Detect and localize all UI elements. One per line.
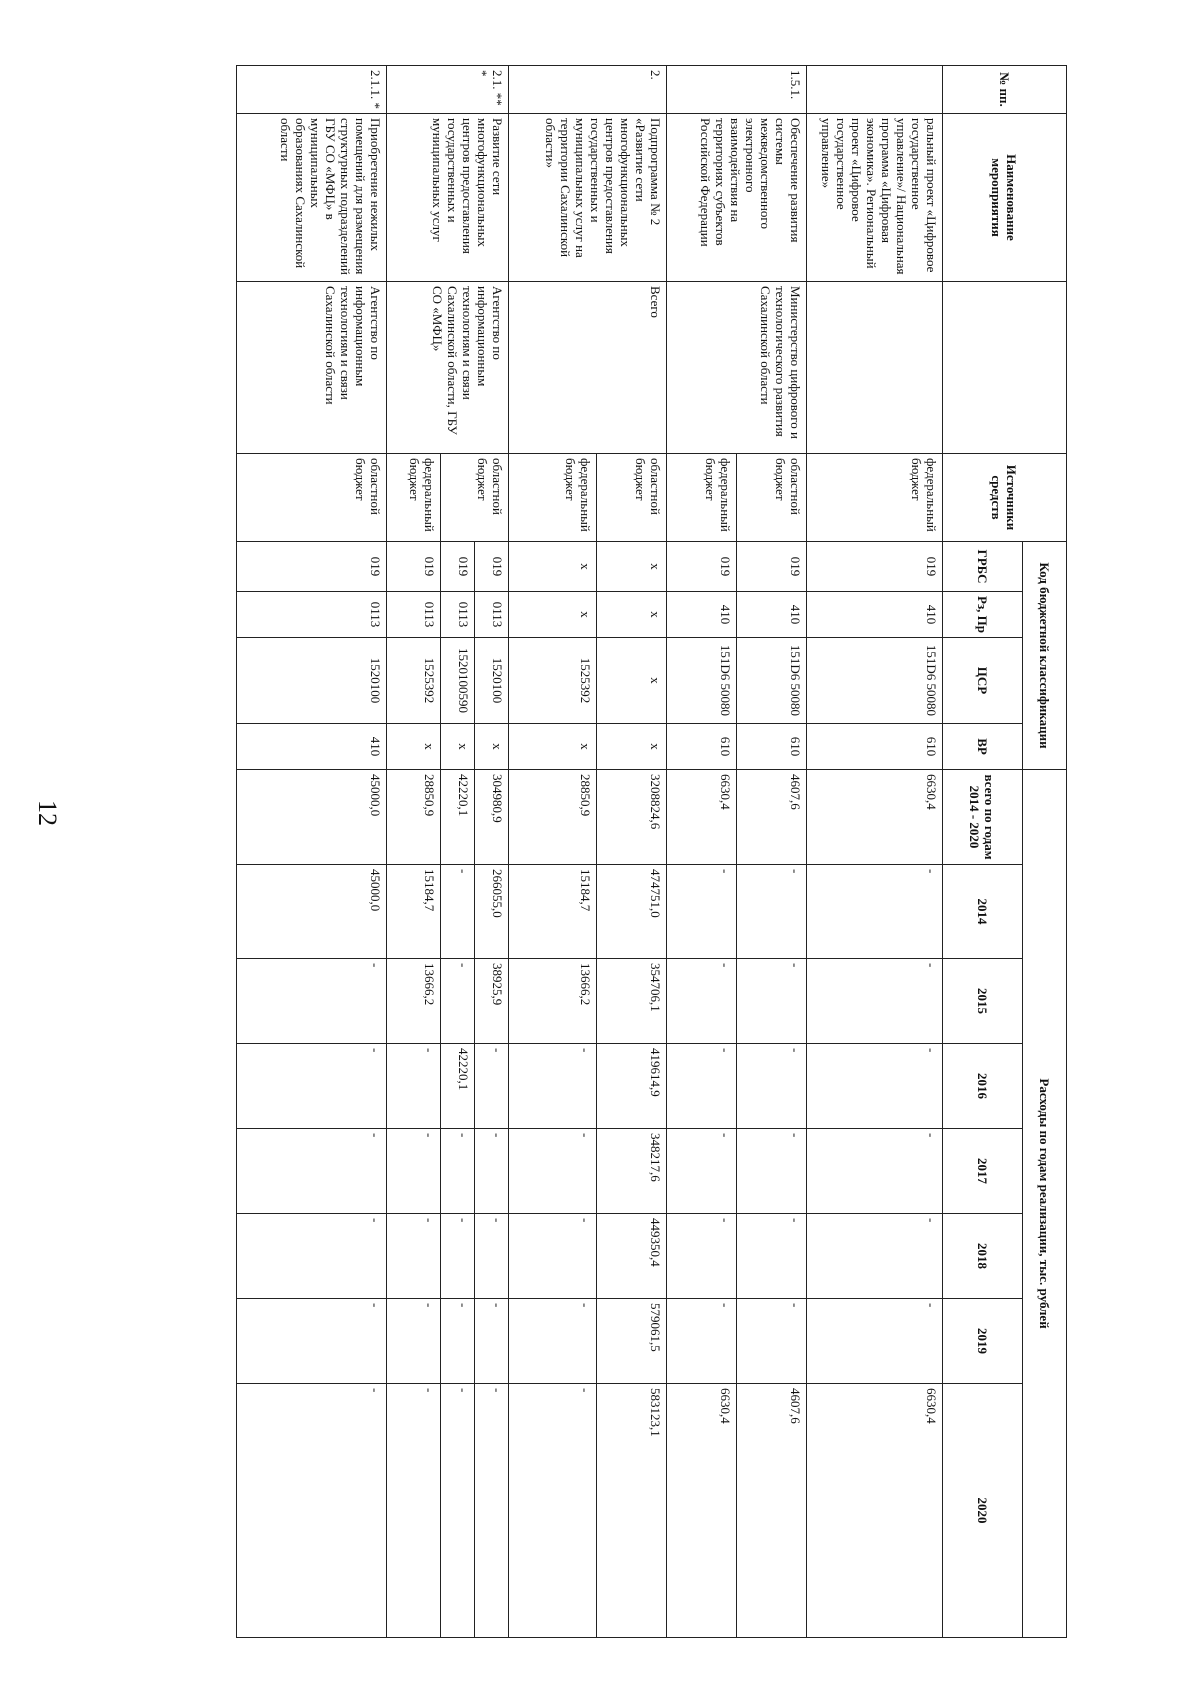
cell-year-2017: - xyxy=(475,1129,509,1214)
cell-year-2020: 6630,4 xyxy=(807,1384,943,1638)
row-name: Подпрограмма № 2 «Развитие сети многофункциональных центров предоставления государственных и муниципальных услуг на территории Сахалинской области» xyxy=(509,114,667,282)
row-number: 2.1.1. * xyxy=(237,66,387,114)
cell-grbs: х xyxy=(509,542,597,592)
cell-year-2016: - xyxy=(475,1044,509,1129)
cell-year-2017: - xyxy=(807,1129,943,1214)
cell-vr: 610 xyxy=(737,724,807,770)
cell-year-2020: 583123,1 xyxy=(597,1384,667,1638)
cell-total: 304980,9 xyxy=(475,770,509,865)
row-name: ральный проект «Цифровое государственное управление»/ Национальная программа «Цифровая экономика». Региональный проект «Цифровое государственное управление» xyxy=(807,114,943,282)
header-code-group: Код бюджетной классификации xyxy=(1023,542,1067,770)
cell-year-2017: 348217,6 xyxy=(597,1129,667,1214)
budget-table xyxy=(236,65,1067,1638)
row-name: Приобретение нежилых помещений для размещения структурных подразделений ГБУ СО «МФЦ» в муниципальных образованиях Сахалинской области xyxy=(237,114,387,282)
cell-year-2015: 354706,1 xyxy=(597,959,667,1044)
cell-year-2020: 4607,6 xyxy=(737,1384,807,1638)
row-executor: Всего xyxy=(509,282,667,454)
row-source: областной бюджет xyxy=(441,454,509,542)
cell-year-2015: - xyxy=(667,959,737,1044)
row-source: федеральный бюджет xyxy=(667,454,737,542)
header-year-2014: 2014 xyxy=(943,865,1023,959)
cell-csr: 1525392 xyxy=(509,638,597,724)
cell-grbs: 019 xyxy=(237,542,387,592)
cell-year-2016: - xyxy=(737,1044,807,1129)
header-total: всего по годам 2014 - 2020 xyxy=(943,770,1023,865)
cell-year-2018: - xyxy=(475,1214,509,1299)
cell-year-2017: - xyxy=(737,1129,807,1214)
row-source: федеральный бюджет xyxy=(509,454,597,542)
cell-grbs: 019 xyxy=(475,542,509,592)
row-source: федеральный бюджет xyxy=(807,454,943,542)
cell-csr: 1520100 xyxy=(475,638,509,724)
cell-year-2015: - xyxy=(737,959,807,1044)
table-body xyxy=(237,66,943,1638)
cell-year-2019: - xyxy=(737,1299,807,1384)
rotated-table-container xyxy=(123,65,1067,1637)
cell-rzpr: х xyxy=(509,592,597,638)
cell-year-2016: - xyxy=(387,1044,441,1129)
cell-year-2019: - xyxy=(667,1299,737,1384)
cell-year-2018: - xyxy=(509,1214,597,1299)
cell-year-2016: - xyxy=(509,1044,597,1129)
cell-total: 42220,1 xyxy=(441,770,475,865)
cell-year-2017: - xyxy=(237,1129,387,1214)
cell-year-2015: - xyxy=(441,959,475,1044)
header-source: Источники средств xyxy=(943,454,1067,542)
row-source: областной бюджет xyxy=(597,454,667,542)
table-row xyxy=(237,66,387,1638)
cell-year-2019: - xyxy=(387,1299,441,1384)
header-csr: ЦСР xyxy=(943,638,1023,724)
cell-year-2014: 15184,7 xyxy=(509,865,597,959)
cell-rzpr: х xyxy=(597,592,667,638)
row-executor xyxy=(807,282,943,454)
cell-year-2014: 266055,0 xyxy=(475,865,509,959)
cell-year-2016: 42220,1 xyxy=(441,1044,475,1129)
header-year-2017: 2017 xyxy=(943,1129,1023,1214)
cell-year-2018: - xyxy=(441,1214,475,1299)
header-year-2019: 2019 xyxy=(943,1299,1023,1384)
header-year-2018: 2018 xyxy=(943,1214,1023,1299)
row-source: областной бюджет xyxy=(237,454,387,542)
cell-year-2020: 6630,4 xyxy=(667,1384,737,1638)
cell-rzpr: 410 xyxy=(807,592,943,638)
row-executor: Агентство по информационным технологиям и связи Сахалинской области xyxy=(237,282,387,454)
cell-year-2019: - xyxy=(237,1299,387,1384)
cell-year-2018: - xyxy=(737,1214,807,1299)
cell-year-2017: - xyxy=(509,1129,597,1214)
cell-year-2017: - xyxy=(387,1129,441,1214)
row-number: 2.1. ** * xyxy=(387,66,509,114)
cell-year-2019: - xyxy=(475,1299,509,1384)
cell-year-2015: 13666,2 xyxy=(387,959,441,1044)
row-number: 2. xyxy=(509,66,667,114)
cell-total: 3208824,6 xyxy=(597,770,667,865)
cell-vr: х xyxy=(441,724,475,770)
cell-csr: х xyxy=(597,638,667,724)
cell-rzpr: 0113 xyxy=(387,592,441,638)
cell-year-2018: - xyxy=(807,1214,943,1299)
row-name: Обеспечение развития системы межведомственного электронного взаимодействия на территориях субъектов Российской Федерации xyxy=(667,114,807,282)
cell-year-2014: 474751,0 xyxy=(597,865,667,959)
cell-year-2017: - xyxy=(667,1129,737,1214)
cell-total: 6630,4 xyxy=(667,770,737,865)
cell-year-2016: - xyxy=(807,1044,943,1129)
cell-year-2018: - xyxy=(387,1214,441,1299)
cell-csr: 151D6 50080 xyxy=(737,638,807,724)
cell-year-2019: 579061,5 xyxy=(597,1299,667,1384)
cell-grbs: 019 xyxy=(737,542,807,592)
cell-csr: 1520100 xyxy=(237,638,387,724)
row-number: 1.5.1. xyxy=(667,66,807,114)
cell-year-2020: - xyxy=(441,1384,475,1638)
cell-year-2016: 419614,9 xyxy=(597,1044,667,1129)
cell-vr: 410 xyxy=(237,724,387,770)
cell-csr: 1520100590 xyxy=(441,638,475,724)
cell-vr: 610 xyxy=(807,724,943,770)
cell-grbs: 019 xyxy=(387,542,441,592)
cell-year-2014: - xyxy=(807,865,943,959)
cell-year-2018: - xyxy=(667,1214,737,1299)
table-row xyxy=(737,66,807,1638)
header-expenses-group: Расходы по годам реализации, тыс. рублей xyxy=(1023,770,1067,1638)
cell-year-2018: 449350,4 xyxy=(597,1214,667,1299)
header-name: Наименование мероприятия xyxy=(943,114,1067,282)
cell-year-2020: - xyxy=(387,1384,441,1638)
cell-year-2015: 38925,9 xyxy=(475,959,509,1044)
cell-total: 45000,0 xyxy=(237,770,387,865)
page-number: 12 xyxy=(33,800,62,826)
cell-csr: 151D6 50080 xyxy=(807,638,943,724)
cell-vr: 610 xyxy=(667,724,737,770)
row-number xyxy=(807,66,943,114)
table-row xyxy=(475,66,509,1638)
header-row-1 xyxy=(1023,66,1067,1638)
row-name: Развитие сети многофункциональных центров предоставления государственных и муниципальных услуг xyxy=(387,114,509,282)
cell-rzpr: 410 xyxy=(737,592,807,638)
cell-year-2014: 45000,0 xyxy=(237,865,387,959)
cell-year-2019: - xyxy=(509,1299,597,1384)
cell-rzpr: 0113 xyxy=(441,592,475,638)
cell-year-2020: - xyxy=(509,1384,597,1638)
cell-year-2016: - xyxy=(237,1044,387,1129)
header-year-2016: 2016 xyxy=(943,1044,1023,1129)
cell-year-2014: - xyxy=(737,865,807,959)
cell-grbs: 019 xyxy=(441,542,475,592)
cell-year-2014: - xyxy=(441,865,475,959)
cell-grbs: 019 xyxy=(807,542,943,592)
cell-grbs: х xyxy=(597,542,667,592)
cell-grbs: 019 xyxy=(667,542,737,592)
header-vr: ВР xyxy=(943,724,1023,770)
cell-total: 4607,6 xyxy=(737,770,807,865)
cell-year-2015: - xyxy=(237,959,387,1044)
table-row xyxy=(807,66,943,1638)
header-year-2020: 2020 xyxy=(943,1384,1023,1638)
cell-year-2019: - xyxy=(807,1299,943,1384)
row-executor: Агентство по информационным технологиям и связи Сахалинской области, ГБУ СО «МФЦ» xyxy=(387,282,509,454)
row-source: федеральный бюджет xyxy=(387,454,441,542)
cell-vr: х xyxy=(509,724,597,770)
table-row xyxy=(597,66,667,1638)
row-executor: Министерство цифрового и технологического развития Сахалинской области xyxy=(667,282,807,454)
cell-total: 28850,9 xyxy=(509,770,597,865)
cell-year-2020: - xyxy=(475,1384,509,1638)
cell-rzpr: 0113 xyxy=(475,592,509,638)
cell-year-2018: - xyxy=(237,1214,387,1299)
cell-rzpr: 410 xyxy=(667,592,737,638)
cell-rzpr: 0113 xyxy=(237,592,387,638)
cell-year-2020: - xyxy=(237,1384,387,1638)
header-year-2015: 2015 xyxy=(943,959,1023,1044)
cell-total: 6630,4 xyxy=(807,770,943,865)
header-num: № пп. xyxy=(943,66,1067,114)
cell-vr: х xyxy=(597,724,667,770)
cell-year-2019: - xyxy=(441,1299,475,1384)
cell-year-2014: - xyxy=(667,865,737,959)
cell-year-2017: - xyxy=(441,1129,475,1214)
header-rzpr: Рз, Пр xyxy=(943,592,1023,638)
cell-vr: х xyxy=(475,724,509,770)
cell-year-2015: - xyxy=(807,959,943,1044)
cell-csr: 151D6 50080 xyxy=(667,638,737,724)
row-source: областной бюджет xyxy=(737,454,807,542)
cell-vr: х xyxy=(387,724,441,770)
header-executor xyxy=(943,282,1067,454)
header-grbs: ГРБС xyxy=(943,542,1023,592)
cell-csr: 1525392 xyxy=(387,638,441,724)
cell-total: 28850,9 xyxy=(387,770,441,865)
cell-year-2015: 13666,2 xyxy=(509,959,597,1044)
cell-year-2014: 15184,7 xyxy=(387,865,441,959)
cell-year-2016: - xyxy=(667,1044,737,1129)
